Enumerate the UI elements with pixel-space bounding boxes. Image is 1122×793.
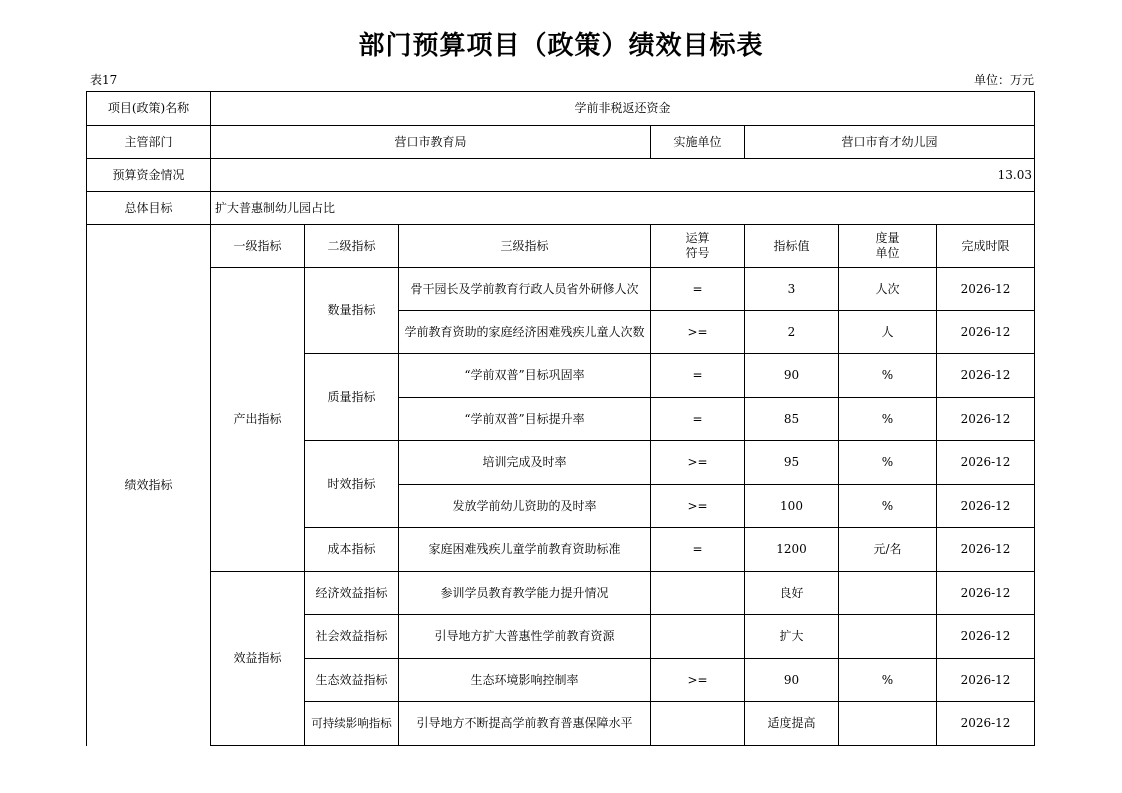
indicator-name: 生态环境影响控制率	[399, 659, 651, 702]
goal-value: 扩大普惠制幼儿园占比	[211, 192, 1035, 225]
indicator-operator: >=	[651, 311, 745, 354]
impl-unit-value: 营口市育才幼儿园	[745, 126, 1035, 159]
level2-quality: 质量指标	[305, 354, 399, 441]
level2-economic: 经济效益指标	[305, 572, 399, 615]
header-level2: 二级指标	[305, 225, 399, 268]
indicator-unit: %	[839, 485, 937, 528]
header-operator: 运算 符号	[651, 225, 745, 268]
indicator-value: 95	[745, 441, 839, 485]
header-level1: 一级指标	[211, 225, 305, 268]
indicator-unit	[839, 572, 937, 615]
indicator-deadline: 2026-12	[937, 311, 1035, 354]
indicator-unit: 人	[839, 311, 937, 354]
indicator-operator: =	[651, 528, 745, 572]
impl-unit-label: 实施单位	[651, 126, 745, 159]
level1-output: 产出指标	[211, 268, 305, 572]
indicator-value: 90	[745, 354, 839, 398]
indicator-value: 85	[745, 398, 839, 441]
indicator-name: 引导地方不断提高学前教育普惠保障水平	[399, 702, 651, 746]
indicator-name: 发放学前幼儿资助的及时率	[399, 485, 651, 528]
project-name-value: 学前非税返还资金	[211, 92, 1035, 126]
indicator-deadline: 2026-12	[937, 485, 1035, 528]
indicator-unit: %	[839, 354, 937, 398]
indicator-unit: %	[839, 659, 937, 702]
indicator-deadline: 2026-12	[937, 528, 1035, 572]
table-number: 表17	[90, 73, 118, 87]
header-deadline: 完成时限	[937, 225, 1035, 268]
indicator-name: “学前双普”目标提升率	[399, 398, 651, 441]
dept-label: 主管部门	[87, 126, 211, 159]
indicator-unit: %	[839, 441, 937, 485]
indicator-value: 3	[745, 268, 839, 311]
indicator-operator: >=	[651, 659, 745, 702]
indicator-operator: =	[651, 398, 745, 441]
performance-table	[86, 91, 1035, 746]
indicator-operator	[651, 572, 745, 615]
indicator-name: 培训完成及时率	[399, 441, 651, 485]
level2-timeliness: 时效指标	[305, 441, 399, 528]
header-unit: 度量 单位	[839, 225, 937, 268]
indicator-unit: %	[839, 398, 937, 441]
indicator-operator: =	[651, 268, 745, 311]
perf-label: 绩效指标	[87, 225, 211, 746]
indicator-operator	[651, 702, 745, 746]
indicator-value: 良好	[745, 572, 839, 615]
budget-value: 13.03	[211, 159, 1035, 192]
indicator-deadline: 2026-12	[937, 615, 1035, 659]
header-level3: 三级指标	[399, 225, 651, 268]
indicator-deadline: 2026-12	[937, 702, 1035, 746]
indicator-value: 1200	[745, 528, 839, 572]
indicator-unit: 人次	[839, 268, 937, 311]
page-title: 部门预算项目（政策）绩效目标表	[358, 31, 764, 61]
indicator-value: 2	[745, 311, 839, 354]
level2-social: 社会效益指标	[305, 615, 399, 659]
indicator-name: 骨干园长及学前教育行政人员省外研修人次	[399, 268, 651, 311]
level2-eco: 生态效益指标	[305, 659, 399, 702]
indicator-unit	[839, 702, 937, 746]
indicator-unit	[839, 615, 937, 659]
indicator-value: 90	[745, 659, 839, 702]
indicator-operator: >=	[651, 441, 745, 485]
budget-label: 预算资金情况	[87, 159, 211, 192]
indicator-value: 100	[745, 485, 839, 528]
indicator-deadline: 2026-12	[937, 398, 1035, 441]
indicator-name: “学前双普”目标巩固率	[399, 354, 651, 398]
indicator-deadline: 2026-12	[937, 572, 1035, 615]
project-name-label: 项目(政策)名称	[87, 92, 211, 126]
indicator-deadline: 2026-12	[937, 268, 1035, 311]
header-value: 指标值	[745, 225, 839, 268]
level2-quantity: 数量指标	[305, 268, 399, 354]
indicator-operator: =	[651, 354, 745, 398]
indicator-operator	[651, 615, 745, 659]
level2-cost: 成本指标	[305, 528, 399, 572]
indicator-name: 家庭困难残疾儿童学前教育资助标准	[399, 528, 651, 572]
indicator-unit: 元/名	[839, 528, 937, 572]
level2-sustain: 可持续影响指标	[305, 702, 399, 746]
indicator-deadline: 2026-12	[937, 354, 1035, 398]
indicator-value: 适度提高	[745, 702, 839, 746]
indicator-name: 学前教育资助的家庭经济困难残疾儿童人次数	[399, 311, 651, 354]
indicator-value: 扩大	[745, 615, 839, 659]
goal-label: 总体目标	[87, 192, 211, 225]
unit-label: 单位：万元	[973, 73, 1034, 87]
indicator-deadline: 2026-12	[937, 659, 1035, 702]
indicator-name: 引导地方扩大普惠性学前教育资源	[399, 615, 651, 659]
level1-benefit: 效益指标	[211, 572, 305, 746]
indicator-deadline: 2026-12	[937, 441, 1035, 485]
indicator-operator: >=	[651, 485, 745, 528]
dept-value: 营口市教育局	[211, 126, 651, 159]
indicator-name: 参训学员教育教学能力提升情况	[399, 572, 651, 615]
